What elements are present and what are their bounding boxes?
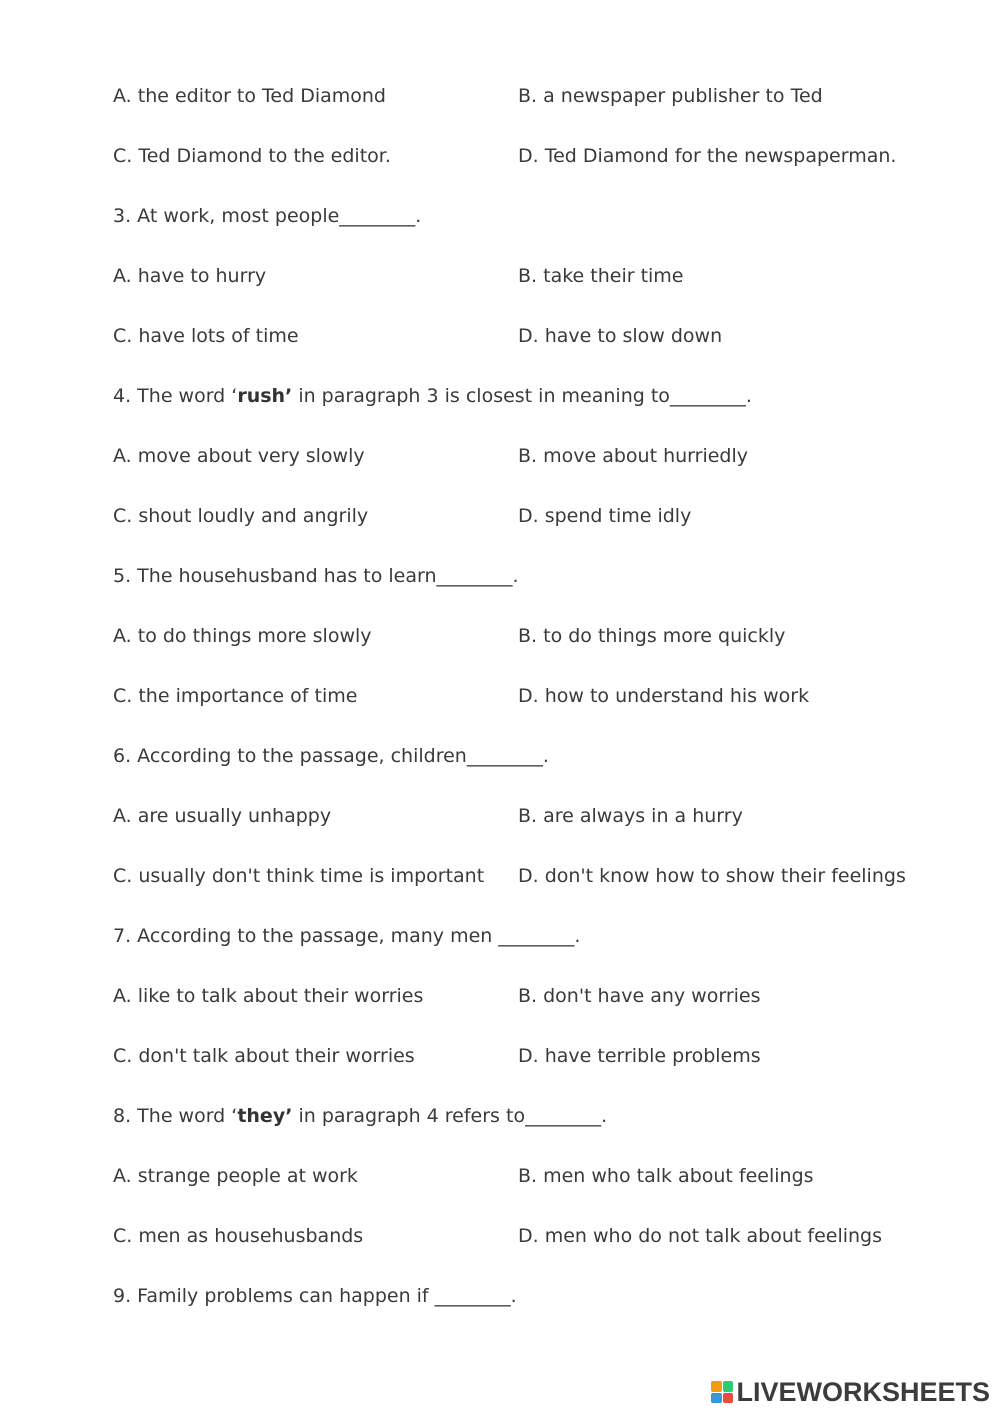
answer-option: A. to do things more slowly — [113, 625, 372, 647]
answer-options-row — [113, 984, 913, 1044]
answer-option: C. Ted Diamond to the editor. — [113, 145, 391, 167]
answer-option: C. usually don't think time is important — [113, 865, 485, 887]
question-text — [113, 384, 913, 444]
answer-option: B. move about hurriedly — [518, 445, 749, 467]
answer-option: D. have terrible problems — [518, 1045, 761, 1067]
answer-options-row — [113, 504, 913, 564]
answer-option: B. take their time — [518, 265, 684, 287]
answer-options-row — [113, 84, 913, 144]
answer-options-row — [113, 264, 913, 324]
question-text: 7. According to the passage, many men ________. — [113, 925, 581, 947]
answer-option: A. are usually unhappy — [113, 805, 332, 827]
question-text-part: 4. The word ‘ — [113, 385, 238, 407]
answer-option: D. have to slow down — [518, 325, 723, 347]
answer-options-row — [113, 864, 913, 924]
answer-options-row — [113, 1044, 913, 1104]
question-text — [113, 1104, 913, 1164]
answer-options-row — [113, 1224, 913, 1284]
answer-option: C. don't talk about their worries — [113, 1045, 415, 1067]
answer-option: D. spend time idly — [518, 505, 692, 527]
answer-option: A. like to talk about their worries — [113, 985, 424, 1007]
answer-option: D. men who do not talk about feelings — [518, 1225, 883, 1247]
answer-option: D. how to understand his work — [518, 685, 810, 707]
answer-options-row — [113, 804, 913, 864]
answer-options-row — [113, 684, 913, 744]
question-text: 3. At work, most people________. — [113, 205, 422, 227]
question-text-part: in paragraph 3 is closest in meaning to________. — [292, 385, 752, 407]
answer-option: D. don't know how to show their feelings — [518, 865, 906, 887]
question-text: 6. According to the passage, children________. — [113, 745, 549, 767]
answer-option: B. are always in a hurry — [518, 805, 743, 827]
answer-option: C. shout loudly and angrily — [113, 505, 369, 527]
question-text-part: 8. The word ‘ — [113, 1105, 238, 1127]
answer-option: B. don't have any worries — [518, 985, 761, 1007]
liveworksheets-logo-icon — [711, 1381, 733, 1403]
logo-square — [711, 1393, 722, 1404]
worksheet — [113, 84, 913, 1344]
answer-option: A. have to hurry — [113, 265, 267, 287]
answer-option: B. a newspaper publisher to Ted — [518, 85, 823, 107]
logo-square — [723, 1393, 734, 1404]
answer-options-row — [113, 324, 913, 384]
logo-square — [711, 1381, 722, 1392]
answer-option: C. the importance of time — [113, 685, 358, 707]
answer-options-row — [113, 144, 913, 204]
logo-square — [723, 1381, 734, 1392]
answer-option: B. to do things more quickly — [518, 625, 786, 647]
answer-option: D. Ted Diamond for the newspaperman. — [518, 145, 897, 167]
question-text: 5. The househusband has to learn________. — [113, 565, 519, 587]
answer-option: A. the editor to Ted Diamond — [113, 85, 386, 107]
answer-option: C. have lots of time — [113, 325, 299, 347]
answer-option: C. men as househusbands — [113, 1225, 364, 1247]
question-keyword: they’ — [237, 1105, 293, 1127]
brand-text: LIVEWORKSHEETS — [736, 1376, 990, 1407]
answer-option: B. men who talk about feelings — [518, 1165, 814, 1187]
answer-option: A. strange people at work — [113, 1165, 358, 1187]
answer-option: A. move about very slowly — [113, 445, 365, 467]
answer-options-row — [113, 444, 913, 504]
brand-watermark — [711, 1376, 990, 1407]
question-text: 9. Family problems can happen if ________. — [113, 1285, 517, 1307]
answer-options-row — [113, 624, 913, 684]
question-text-part: in paragraph 4 refers to________. — [292, 1105, 608, 1127]
question-keyword: rush’ — [237, 385, 293, 407]
answer-options-row — [113, 1164, 913, 1224]
